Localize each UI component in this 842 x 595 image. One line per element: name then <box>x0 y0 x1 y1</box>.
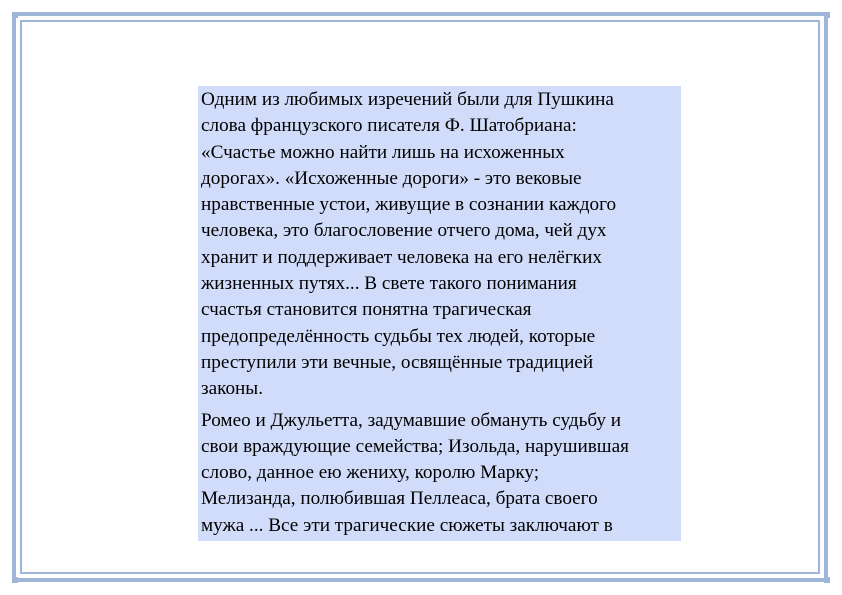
text-line: «Счастье можно найти лишь на исхоженных <box>201 141 565 163</box>
text-line: мужа ... Все эти трагические сюжеты заключают в <box>201 514 613 536</box>
text-line: преступили эти вечные, освящённые традицией <box>201 351 594 373</box>
text-box <box>198 86 681 541</box>
text-line: Мелизанда, полюбившая Пеллеаса, брата своего <box>201 488 598 510</box>
frame-corner-top-right <box>824 12 830 18</box>
text-line: человека, это благословение отчего дома, чей дух <box>201 220 607 242</box>
text-line: хранит и поддерживает человека на его нелёгких <box>201 246 602 268</box>
text-line: законы. <box>201 378 263 400</box>
text-line: нравственные устои, живущие в сознании каждого <box>201 194 617 216</box>
text-line: дорогах». «Исхоженные дороги» - это вековые <box>201 167 582 189</box>
text-line: жизненных путях... В свете такого понимания <box>201 273 577 295</box>
frame-corner-top-left <box>12 12 18 18</box>
frame-corner-bottom-right <box>824 577 830 583</box>
text-line: слова французского писателя Ф. Шатобриана: <box>201 115 577 137</box>
text-line: свои враждующие семейства; Изольда, нарушившая <box>201 435 629 457</box>
frame-corner-bottom-left <box>12 577 18 583</box>
text-line: счастья становится понятна трагическая <box>201 299 532 321</box>
paragraph-pushkin <box>201 87 679 403</box>
text-line: предопределённость судьбы тех людей, которые <box>201 325 596 347</box>
text-line: Одним из любимых изречений были для Пушкина <box>201 89 614 110</box>
text-line: слово, данное ею жениху, королю Марку; <box>201 462 540 484</box>
text-line: Ромео и Джульетта, задумавшие обмануть судьбу и <box>201 409 622 431</box>
paragraph-tragic-stories <box>201 408 679 539</box>
